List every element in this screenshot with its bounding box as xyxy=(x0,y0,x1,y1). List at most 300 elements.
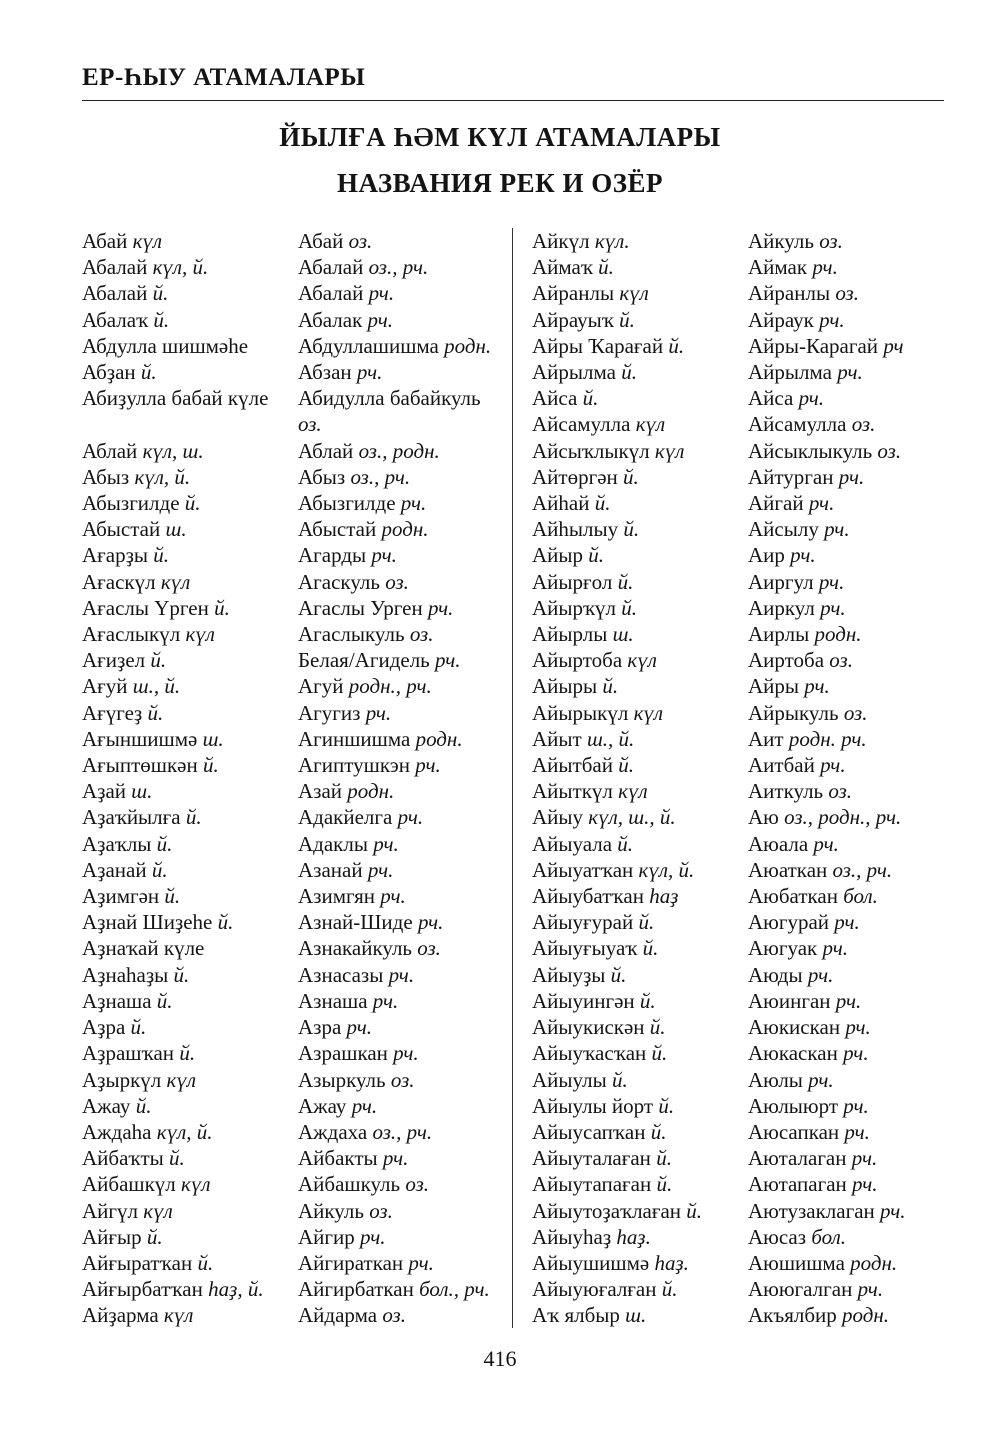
entry-row xyxy=(82,333,502,359)
russian-entry xyxy=(748,1040,952,1066)
russian-name: Айкуль xyxy=(298,1198,364,1223)
bashkir-entry xyxy=(532,411,748,437)
title-bashkir: ЙЫЛҒА ҺӘМ КҮЛ АТАМАЛАРЫ xyxy=(279,122,721,152)
bashkir-entry xyxy=(532,1014,748,1040)
bashkir-type: й. xyxy=(656,1146,672,1171)
russian-name: Азра xyxy=(298,1015,342,1040)
russian-type: оз. xyxy=(829,648,853,673)
russian-type: оз. xyxy=(851,412,876,437)
russian-name: Аюды xyxy=(748,962,803,987)
bashkir-type: күл xyxy=(185,622,215,647)
bashkir-name: Ағүгеҙ xyxy=(82,700,143,725)
russian-type: оз. xyxy=(877,438,902,463)
bashkir-name: Аҙрашҡан xyxy=(82,1041,175,1066)
russian-name: Абалак xyxy=(298,307,363,332)
russian-entry xyxy=(748,595,952,621)
russian-name: Айдарма xyxy=(298,1303,378,1328)
entry-row xyxy=(82,542,502,568)
entry-row xyxy=(532,542,952,568)
russian-name: Аютапаган xyxy=(748,1172,847,1197)
bashkir-entry xyxy=(82,804,298,830)
bashkir-entry xyxy=(82,1067,298,1093)
bashkir-entry xyxy=(532,935,748,961)
russian-name: Аймак xyxy=(748,255,808,280)
header-rule xyxy=(82,100,944,101)
entry-row xyxy=(532,359,952,385)
russian-type: рч. xyxy=(367,857,394,882)
bashkir-type: й. xyxy=(140,360,157,385)
russian-entry xyxy=(748,1067,952,1093)
bashkir-name: Аҙай xyxy=(82,779,127,804)
bashkir-entry xyxy=(532,778,748,804)
bashkir-type: й. xyxy=(611,1067,628,1092)
russian-type: оз. xyxy=(835,281,859,306)
russian-name: Аюталаган xyxy=(748,1146,847,1171)
bashkir-entry xyxy=(532,359,748,385)
russian-name: Агугиз xyxy=(298,700,361,725)
bashkir-type: й. xyxy=(621,360,637,385)
russian-entry xyxy=(748,307,952,333)
bashkir-type: й. xyxy=(656,1172,673,1197)
bashkir-name: Ағарҙы xyxy=(82,543,149,568)
russian-name: Айсылу xyxy=(748,517,819,542)
russian-type: рч. xyxy=(804,674,830,699)
bashkir-type: күл xyxy=(618,779,648,804)
entry-row xyxy=(82,1250,502,1276)
russian-entry xyxy=(748,988,952,1014)
bashkir-type: й. xyxy=(203,753,219,778)
russian-type: оз., родн. xyxy=(358,438,440,463)
bashkir-entry xyxy=(82,778,298,804)
russian-name: Азнакайкуль xyxy=(298,936,413,961)
entry-row xyxy=(82,595,502,621)
bashkir-name: Аҙнаһаҙы xyxy=(82,962,169,987)
russian-type: рч. xyxy=(365,700,392,725)
russian-entry xyxy=(298,280,502,306)
russian-entry xyxy=(748,333,952,359)
entry-row xyxy=(532,1171,952,1197)
russian-entry xyxy=(298,831,502,857)
russian-type: оз. xyxy=(405,1172,430,1197)
russian-type: родн., рч. xyxy=(348,674,432,699)
russian-entry xyxy=(298,516,502,542)
russian-name: Абыз xyxy=(298,464,346,489)
bashkir-name: Айбашкүл xyxy=(82,1172,176,1197)
russian-type: рч. xyxy=(397,805,424,830)
entry-row xyxy=(82,621,502,647)
bashkir-type: күл xyxy=(633,700,664,725)
bashkir-entry xyxy=(82,988,298,1014)
russian-type: рч. xyxy=(798,386,825,411)
bashkir-name: Айрауыҡ xyxy=(532,307,614,332)
russian-name: Аютузаклаган xyxy=(748,1198,875,1223)
russian-entry xyxy=(748,1119,952,1145)
russian-name: Аюшишма xyxy=(748,1250,845,1275)
bashkir-type: күл xyxy=(163,1303,194,1328)
russian-name: Аит xyxy=(748,726,784,751)
russian-entry xyxy=(298,935,502,961)
bashkir-entry xyxy=(82,1119,298,1145)
bashkir-entry xyxy=(532,752,748,778)
russian-name: Аирлы xyxy=(748,622,810,647)
bashkir-name: Аҙнай Шиҙеһе xyxy=(82,910,213,935)
bashkir-type: й. xyxy=(623,464,639,489)
bashkir-type: й. xyxy=(623,517,640,542)
russian-entry xyxy=(748,254,952,280)
entry-row xyxy=(532,1276,952,1302)
bashkir-type: күл. xyxy=(594,229,630,253)
russian-name: Аюкискан xyxy=(748,1015,841,1040)
russian-entry xyxy=(298,804,502,830)
bashkir-type: ш. xyxy=(202,726,224,751)
entry-row xyxy=(532,804,952,830)
bashkir-type: күл xyxy=(619,281,649,306)
russian-entry xyxy=(298,228,502,254)
bashkir-type: й. xyxy=(588,543,605,568)
entry-row xyxy=(532,228,952,254)
bashkir-name: Айғырбатҡан xyxy=(82,1277,203,1302)
russian-type: родн. xyxy=(842,1303,890,1328)
bashkir-entry xyxy=(532,647,748,673)
russian-entry xyxy=(298,700,502,726)
bashkir-name: Айгүл xyxy=(82,1198,138,1223)
bashkir-type: күл xyxy=(132,229,163,253)
bashkir-entry xyxy=(82,254,298,280)
bashkir-name: Айсыҡлыкүл xyxy=(532,438,650,463)
bashkir-type: й. xyxy=(153,543,170,568)
russian-entry xyxy=(748,542,952,568)
bashkir-name: Айһай xyxy=(532,491,590,516)
entry-row xyxy=(82,1067,502,1093)
bashkir-entry xyxy=(82,831,298,857)
bashkir-entry xyxy=(82,1224,298,1250)
entry-row xyxy=(532,621,952,647)
russian-name: Аюинган xyxy=(748,988,831,1013)
entry-row xyxy=(82,1014,502,1040)
bashkir-name: Айыуингән xyxy=(532,988,635,1013)
russian-entry xyxy=(748,962,952,988)
russian-name: Аюкаскан xyxy=(748,1041,838,1066)
bashkir-type: й. xyxy=(649,1015,666,1040)
bashkir-entry xyxy=(82,962,298,988)
bashkir-name: Айыутапаған xyxy=(532,1172,652,1197)
bashkir-entry xyxy=(532,1067,748,1093)
bashkir-name: Айыртоба xyxy=(532,648,623,673)
bashkir-entry xyxy=(532,569,748,595)
bashkir-entry xyxy=(532,516,748,542)
bashkir-name: Айыт xyxy=(532,726,582,751)
column-divider xyxy=(512,228,513,1328)
russian-entry xyxy=(748,883,952,909)
entry-row xyxy=(532,1067,952,1093)
bashkir-type: й. xyxy=(152,281,169,306)
bashkir-entry xyxy=(82,673,298,699)
russian-name: Аюала xyxy=(748,831,809,856)
entry-row xyxy=(82,804,502,830)
bashkir-entry xyxy=(82,228,298,254)
bashkir-type: й. xyxy=(650,1119,667,1144)
bashkir-entry xyxy=(532,673,748,699)
entry-row xyxy=(82,831,502,857)
bashkir-entry xyxy=(532,595,748,621)
russian-name: Айры-Карагай xyxy=(748,333,879,358)
bashkir-name: Айыукискән xyxy=(532,1015,645,1040)
russian-entry xyxy=(298,988,502,1014)
russian-type: рч. xyxy=(818,569,845,594)
russian-entry xyxy=(298,1093,502,1119)
russian-name: Азнай-Шиде xyxy=(298,910,413,935)
bashkir-name: Аҙанай xyxy=(82,857,147,882)
bashkir-entry xyxy=(532,1276,748,1302)
russian-type: оз. xyxy=(417,936,441,961)
bashkir-entry xyxy=(82,542,298,568)
entry-row xyxy=(82,1171,502,1197)
bashkir-name: Айрылма xyxy=(532,360,616,385)
entry-row xyxy=(82,1145,502,1171)
entry-row xyxy=(82,726,502,752)
bashkir-type: й. xyxy=(179,1041,196,1066)
entry-row xyxy=(82,1040,502,1066)
entry-row xyxy=(532,1198,952,1224)
bashkir-name: Айыубатҡан xyxy=(532,884,644,909)
russian-name: Аюгурай xyxy=(748,910,830,935)
russian-entry xyxy=(298,254,502,280)
russian-name: Агаслы Урген xyxy=(298,595,423,620)
russian-type: родн. рч. xyxy=(788,726,867,751)
entry-row xyxy=(532,595,952,621)
bashkir-name: Абиҙулла бабай күле xyxy=(82,386,269,411)
bashkir-name: Ағаслы Үрген xyxy=(82,595,209,620)
bashkir-name: Айыры xyxy=(532,674,598,699)
bashkir-entry xyxy=(82,1145,298,1171)
entry-row xyxy=(82,988,502,1014)
russian-type: рч. xyxy=(380,884,406,909)
russian-name: Адаклы xyxy=(298,831,368,856)
russian-entry xyxy=(298,595,502,621)
bashkir-entry xyxy=(82,857,298,883)
russian-type: рч. xyxy=(351,1093,378,1118)
russian-entry xyxy=(298,1224,502,1250)
bashkir-name: Ағиҙел xyxy=(82,648,146,673)
russian-entry xyxy=(748,385,952,411)
entry-row xyxy=(82,752,502,778)
bashkir-name: Аҡ ялбыр xyxy=(532,1303,620,1328)
russian-entry xyxy=(298,1145,502,1171)
bashkir-type: й. xyxy=(661,1277,678,1302)
bashkir-type: й. xyxy=(598,255,614,280)
russian-name: Азай xyxy=(298,779,343,804)
russian-entry xyxy=(748,228,952,254)
entry-row xyxy=(532,647,952,673)
bashkir-entry xyxy=(532,254,748,280)
russian-entry xyxy=(298,1276,502,1302)
russian-type: оз., рч. xyxy=(832,857,893,882)
bashkir-name: Айыусапҡан xyxy=(532,1119,646,1144)
russian-entry xyxy=(748,752,952,778)
bashkir-name: Аблай xyxy=(82,438,138,463)
bashkir-type: й. xyxy=(135,1093,152,1118)
bashkir-entry xyxy=(532,438,748,464)
russian-type: оз., рч. xyxy=(372,1119,433,1144)
bashkir-entry xyxy=(82,359,298,385)
entry-row xyxy=(82,1224,502,1250)
russian-entry xyxy=(748,1224,952,1250)
bashkir-entry xyxy=(532,962,748,988)
bashkir-type: й. xyxy=(217,910,234,935)
russian-name: Абыстай xyxy=(298,517,377,542)
bashkir-entry xyxy=(532,909,748,935)
bashkir-name: Аймаҡ xyxy=(532,255,593,280)
bashkir-name: Айыуҡасҡан xyxy=(532,1041,647,1066)
entry-row xyxy=(532,307,952,333)
bashkir-entry xyxy=(82,516,298,542)
russian-entry xyxy=(748,280,952,306)
bashkir-name: Ағаскүл xyxy=(82,569,156,594)
bashkir-name: Абдулла шишмәһе xyxy=(82,333,249,358)
bashkir-type: й. xyxy=(658,1093,675,1118)
bashkir-type: күл xyxy=(635,412,666,437)
entry-row xyxy=(82,909,502,935)
entry-row xyxy=(82,673,502,699)
entry-row xyxy=(532,988,952,1014)
russian-type: рч. xyxy=(820,595,846,620)
bashkir-name: Айса xyxy=(532,386,578,411)
russian-name: Абидулла бабайкуль xyxy=(298,386,481,411)
bashkir-entry xyxy=(82,700,298,726)
russian-name: Азнаша xyxy=(298,988,368,1013)
russian-type: родн. xyxy=(347,779,395,804)
russian-name: Аюлы xyxy=(748,1067,803,1092)
russian-type: родн. xyxy=(444,333,492,358)
bashkir-type: һаҙ, й. xyxy=(208,1277,264,1302)
russian-entry xyxy=(298,542,502,568)
russian-name: Аиргул xyxy=(748,569,814,594)
entry-row xyxy=(82,700,502,726)
entry-row xyxy=(532,254,952,280)
russian-entry xyxy=(298,1014,502,1040)
bashkir-entry xyxy=(82,1040,298,1066)
bashkir-name: Айҙарма xyxy=(82,1303,159,1328)
russian-entry xyxy=(748,1302,952,1328)
bashkir-entry xyxy=(532,700,748,726)
bashkir-name: Айғыратҡан xyxy=(82,1250,193,1275)
bashkir-name: Айһылыу xyxy=(532,517,619,542)
bashkir-name: Абызгилде xyxy=(82,491,180,516)
bashkir-entry xyxy=(532,490,748,516)
russian-entry xyxy=(748,1171,952,1197)
entry-row xyxy=(532,909,952,935)
russian-name: Аю xyxy=(748,805,779,830)
bashkir-name: Айырыкүл xyxy=(532,700,629,725)
russian-type: рч. xyxy=(372,988,399,1013)
russian-type: оз. xyxy=(298,412,322,437)
bashkir-entry xyxy=(532,1093,748,1119)
russian-name: Айсыклыкуль xyxy=(748,438,873,463)
russian-entry xyxy=(298,464,502,490)
russian-type: оз. xyxy=(348,229,373,253)
russian-type: рч. xyxy=(851,1146,878,1171)
bashkir-entry xyxy=(82,490,298,516)
russian-name: Аюгуак xyxy=(748,936,818,961)
russian-type: рч. xyxy=(843,1093,869,1118)
russian-name: Айры xyxy=(748,674,800,699)
russian-entry xyxy=(298,621,502,647)
bashkir-name: Абай xyxy=(82,229,128,253)
bashkir-name: Айыуала xyxy=(532,831,613,856)
russian-entry xyxy=(748,700,952,726)
bashkir-type: й. xyxy=(130,1015,147,1040)
bashkir-name: Айыткүл xyxy=(532,779,613,804)
russian-type: рч. xyxy=(820,753,846,778)
bashkir-name: Айыу xyxy=(532,805,584,830)
bashkir-entry xyxy=(532,726,748,752)
entry-row xyxy=(532,962,952,988)
russian-entry xyxy=(298,333,502,359)
running-header: ЕР-ҺЫУ АТАМАЛАРЫ xyxy=(82,64,366,91)
bashkir-entry xyxy=(532,1171,748,1197)
entry-row xyxy=(82,438,502,464)
entry-row xyxy=(82,359,502,385)
bashkir-name: Ағыптөшкән xyxy=(82,753,198,778)
russian-name: Айгираткан xyxy=(298,1250,404,1275)
bashkir-type: күл xyxy=(143,1198,173,1223)
russian-name: Аиркул xyxy=(748,595,815,620)
bashkir-entry xyxy=(532,228,748,254)
bashkir-name: Аҙаҡлы xyxy=(82,831,152,856)
russian-type: рч. xyxy=(835,988,862,1013)
russian-entry xyxy=(748,438,952,464)
bashkir-type: й. xyxy=(156,831,173,856)
russian-entry xyxy=(748,411,952,437)
entry-row xyxy=(532,490,952,516)
russian-type: рч. xyxy=(880,1198,906,1223)
bashkir-type: й. xyxy=(621,595,638,620)
russian-type: рч. xyxy=(813,831,839,856)
bashkir-type: й. xyxy=(156,988,173,1013)
entry-row xyxy=(532,464,952,490)
russian-entry xyxy=(748,804,952,830)
entry-row xyxy=(532,1302,952,1328)
bashkir-entry xyxy=(82,333,298,359)
russian-entry xyxy=(298,778,502,804)
bashkir-type: й. xyxy=(602,674,619,699)
russian-name: Абалай xyxy=(298,281,364,306)
entry-row xyxy=(82,516,502,542)
entry-row xyxy=(82,857,502,883)
bashkir-type: ш., й. xyxy=(132,674,181,699)
bashkir-type: й. xyxy=(147,700,164,725)
russian-name: Аюлыюрт xyxy=(748,1093,839,1118)
russian-name: Айрыкуль xyxy=(748,700,839,725)
entry-row xyxy=(532,1040,952,1066)
bashkir-name: Айыуюғалған xyxy=(532,1277,657,1302)
bashkir-name: Айыулы xyxy=(532,1067,607,1092)
russian-entry xyxy=(748,726,952,752)
entry-row xyxy=(82,647,502,673)
russian-type: рч. xyxy=(807,962,834,987)
russian-type: рч. xyxy=(812,255,838,280)
russian-name: Айранлы xyxy=(748,281,831,306)
russian-type: рч. xyxy=(393,1041,419,1066)
russian-type: оз. xyxy=(382,1303,406,1328)
bashkir-entry xyxy=(82,1093,298,1119)
bashkir-name: Айсамулла xyxy=(532,412,631,437)
russian-name: Абзан xyxy=(298,360,352,385)
russian-entry xyxy=(748,1250,952,1276)
bashkir-type: й. xyxy=(686,1198,703,1223)
bashkir-type: күл, ш. xyxy=(142,438,204,463)
russian-name: Айбашкуль xyxy=(298,1172,401,1197)
